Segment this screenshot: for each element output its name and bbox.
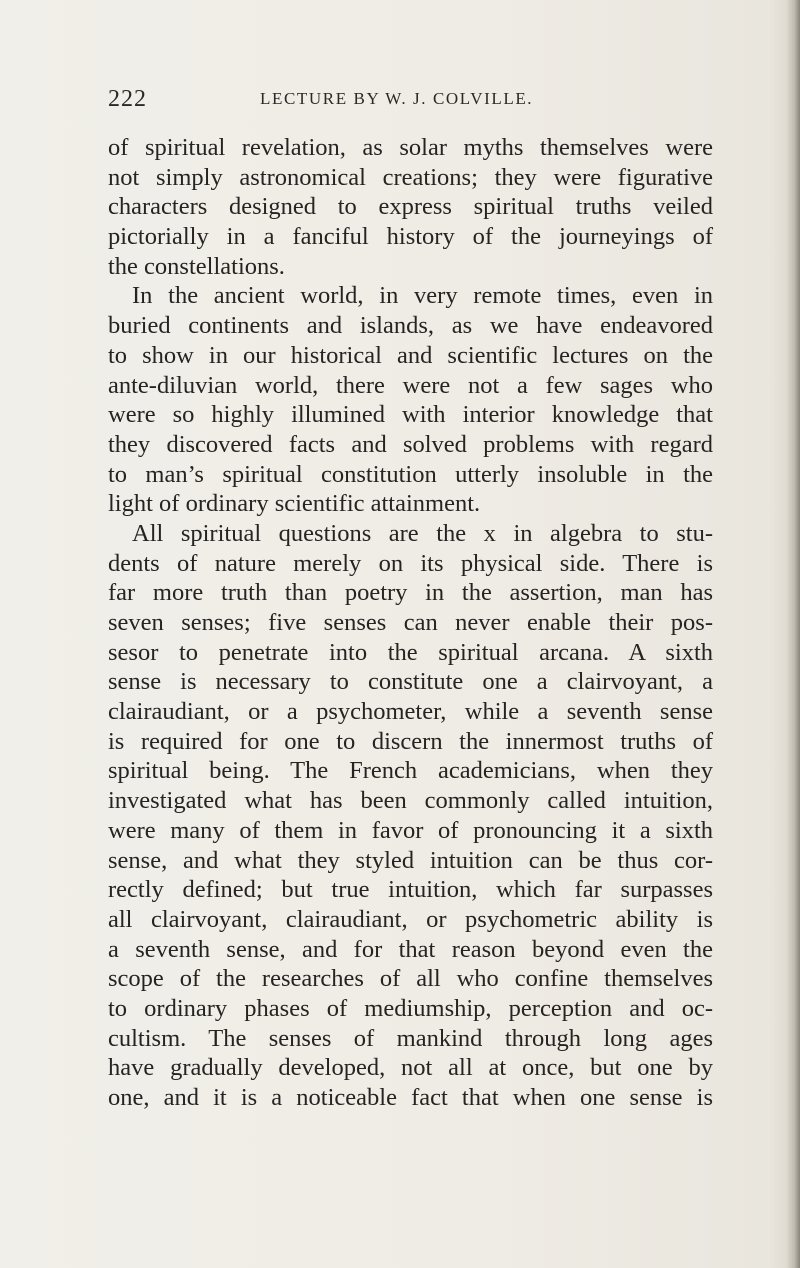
text-line: the constellations.: [108, 252, 285, 280]
running-head: [108, 86, 698, 116]
text-line: not simply astronomical creations; they were figurative: [108, 163, 713, 191]
body-text: [108, 133, 713, 1113]
text-line: they discovered facts and solved problems with regard: [108, 430, 713, 458]
text-line: sesor to penetrate into the spiritual arcana. A sixth: [108, 638, 713, 666]
text-line: All spiritual questions are the x in algebra to stu-: [132, 519, 713, 547]
text-line: to man’s spiritual constitution utterly insoluble in the: [108, 460, 713, 488]
text-line: In the ancient world, in very remote times, even in: [132, 282, 713, 310]
text-line: spiritual being. The French academicians, when they: [108, 757, 713, 785]
page-edge-shadow: [786, 0, 800, 1268]
text-line: sense, and what they styled intuition can be thus cor-: [108, 846, 713, 874]
text-line: of spiritual revelation, as solar myths themselves were: [108, 134, 713, 161]
text-line: cultism. The senses of mankind through long ages: [108, 1024, 713, 1052]
text-line: have gradually developed, not all at once, but one by: [108, 1054, 713, 1082]
text-line: dents of nature merely on its physical side. There is: [108, 549, 713, 577]
text-line: is required for one to discern the innermost truths of: [108, 727, 713, 755]
text-line: to show in our historical and scientific lectures on the: [108, 341, 713, 369]
text-line: clairaudiant, or a psychometer, while a seventh sense: [108, 698, 713, 726]
text-line: all clairvoyant, clairaudiant, or psychometric ability is: [108, 905, 713, 933]
text-line: pictorially in a fanciful history of the journeyings of: [108, 223, 713, 251]
text-line: scope of the researches of all who confine themselves: [108, 965, 713, 993]
text-line: characters designed to express spiritual truths veiled: [108, 193, 713, 221]
text-line: buried continents and islands, as we have endeavored: [108, 312, 713, 340]
text-line: light of ordinary scientific attainment.: [108, 490, 481, 518]
page-number: 222: [108, 86, 147, 112]
text-line: investigated what has been commonly called intuition,: [108, 787, 713, 815]
text-line: far more truth than poetry in the assertion, man has: [108, 579, 713, 607]
text-line: rectly defined; but true intuition, which far surpasses: [108, 876, 713, 904]
running-title: LECTURE BY W. J. COLVILLE.: [260, 89, 534, 108]
text-line: sense is necessary to constitute one a clairvoyant, a: [108, 668, 713, 696]
text-line: one, and it is a noticeable fact that when one sense is: [108, 1084, 713, 1111]
text-line: ante-diluvian world, there were not a few sages who: [108, 371, 713, 399]
text-line: seven senses; five senses can never enable their pos-: [108, 609, 713, 636]
text-line: were so highly illumined with interior knowledge that: [108, 401, 713, 429]
text-line: a seventh sense, and for that reason beyond even the: [108, 935, 713, 963]
text-line: to ordinary phases of mediumship, perception and oc-: [108, 994, 713, 1022]
text-line: were many of them in favor of pronouncing it a sixth: [108, 816, 713, 844]
